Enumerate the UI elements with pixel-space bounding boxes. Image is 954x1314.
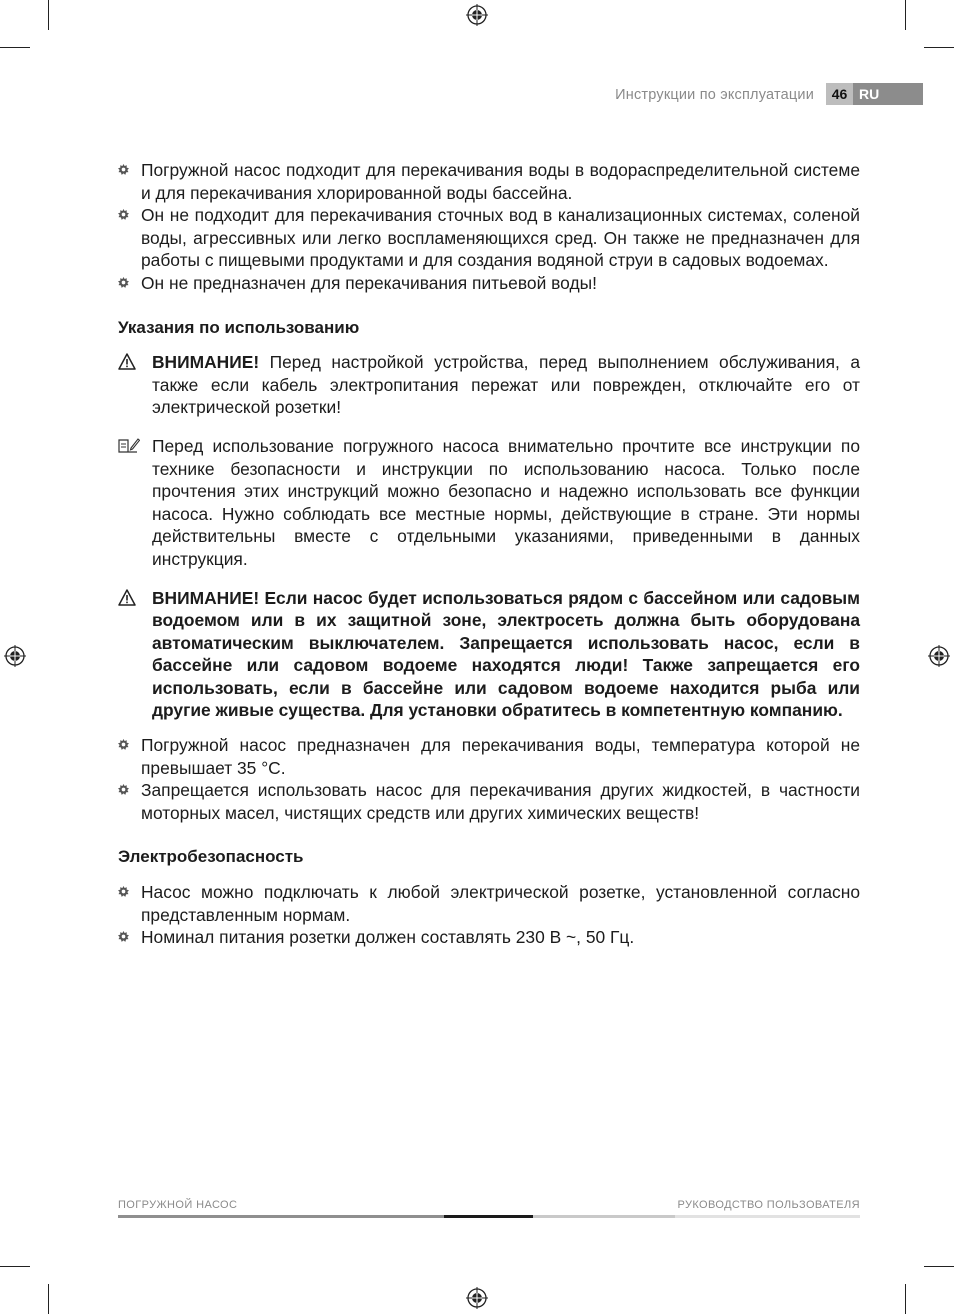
list-item	[118, 272, 860, 295]
gear-bullet-icon	[118, 739, 129, 750]
warning-text: Перед настройкой устройства, перед выполнением обслуживания, а также если кабель электропитания пережат или поврежден, отключайте его от электрической розетки!	[152, 352, 860, 418]
list-item-text: Номинал питания розетки должен составлять 230 В ~, 50 Гц.	[141, 927, 635, 948]
language-badge: RU	[853, 83, 923, 105]
list-item	[118, 926, 860, 949]
crop-mark	[905, 0, 906, 30]
list-item-text: Запрещается использовать насос для перекачивания других жидкостей, в частности моторных масел, чистящих средств или других химических веществ!	[141, 780, 860, 823]
bullet-list-intro	[118, 159, 860, 295]
list-item	[118, 881, 860, 926]
footer-bar	[675, 1215, 860, 1218]
crop-mark	[0, 1266, 30, 1267]
footer-bar	[118, 1215, 444, 1218]
list-item-text: Погружной насос предназначен для перекачивания воды, температура которой не превышает 35 °C.	[141, 735, 860, 778]
list-item	[118, 734, 860, 779]
footer-bar-accent	[444, 1215, 533, 1218]
warning-triangle-icon	[118, 589, 136, 606]
header-title: Инструкции по эксплуатации	[615, 87, 814, 103]
footer-doc-title: РУКОВОДСТВО ПОЛЬЗОВАТЕЛЯ	[677, 1199, 860, 1211]
warning-label: ВНИМАНИЕ!	[152, 352, 260, 373]
list-item	[118, 159, 860, 204]
list-item	[118, 779, 860, 824]
bullet-list-electrical	[118, 881, 860, 949]
bullet-list-usage	[118, 734, 860, 824]
list-item-text: Насос можно подключать к любой электрической розетке, установленной согласно представленным нормам.	[141, 882, 860, 925]
registration-mark-icon	[4, 645, 26, 667]
footer-bar	[533, 1215, 675, 1218]
warning-triangle-icon	[118, 353, 136, 370]
footer-product-name: ПОГРУЖНОЙ НАСОС	[118, 1199, 238, 1211]
crop-mark	[48, 0, 49, 30]
crop-mark	[48, 1284, 49, 1314]
open-book-icon	[118, 437, 140, 454]
page-number: 46	[826, 83, 853, 105]
section-heading-usage: Указания по использованию	[118, 317, 360, 337]
gear-bullet-icon	[118, 886, 129, 897]
section-heading-electrical: Электробезопасность	[118, 847, 304, 867]
crop-mark	[924, 47, 954, 48]
gear-bullet-icon	[118, 164, 129, 175]
info-note	[118, 435, 860, 571]
list-item-text: Он не подходит для перекачивания сточных вод в канализационных системах, соленой воды, агрессивных или легко воспламеняющихся сред. Он также не предназначен для работы с пищевыми продуктами и для создания водяной струи в садовых водоемах.	[141, 205, 860, 271]
gear-bullet-icon	[118, 209, 129, 220]
crop-mark	[0, 47, 30, 48]
list-item-text: Погружной насос подходит для перекачивания воды в водораспределительной системе и для перекачивания хлорированной воды бассейна.	[141, 160, 860, 203]
gear-bullet-icon	[118, 277, 129, 288]
registration-mark-icon	[466, 1287, 488, 1309]
registration-mark-icon	[928, 645, 950, 667]
warning-note	[118, 351, 860, 419]
list-item-text: Он не предназначен для перекачивания питьевой воды!	[141, 272, 597, 293]
registration-mark-icon	[466, 4, 488, 26]
list-item	[118, 204, 860, 272]
warning-text: ВНИМАНИЕ! Если насос будет использоваться рядом с бассейном или садовым водоемом или в их защитной зоне, электросеть должна быть оборудована автоматическим выключателем. Запрещается использовать насос, если в бассейне или садовом водоеме находятся люди! Также запрещается его использовать, если в бассейне или садовом водоеме находится рыба или другие живые существа. Для установки обратитесь в компетентную компанию.	[152, 587, 860, 721]
info-note-text: Перед использование погружного насоса внимательно прочтите все инструкции по технике безопасности и инструкции по использованию насоса. Только после прочтения этих инструкций можно безопасно и надежно использовать все функции насоса. Нужно соблюдать все местные нормы, действующие в стране. Эти нормы действительны вместе с отдельными указаниями, приведенными в данных инструкция.	[152, 435, 860, 569]
gear-bullet-icon	[118, 784, 129, 795]
crop-mark	[924, 1266, 954, 1267]
gear-bullet-icon	[118, 931, 129, 942]
main-content	[118, 159, 860, 949]
warning-note	[118, 587, 860, 723]
crop-mark	[905, 1284, 906, 1314]
